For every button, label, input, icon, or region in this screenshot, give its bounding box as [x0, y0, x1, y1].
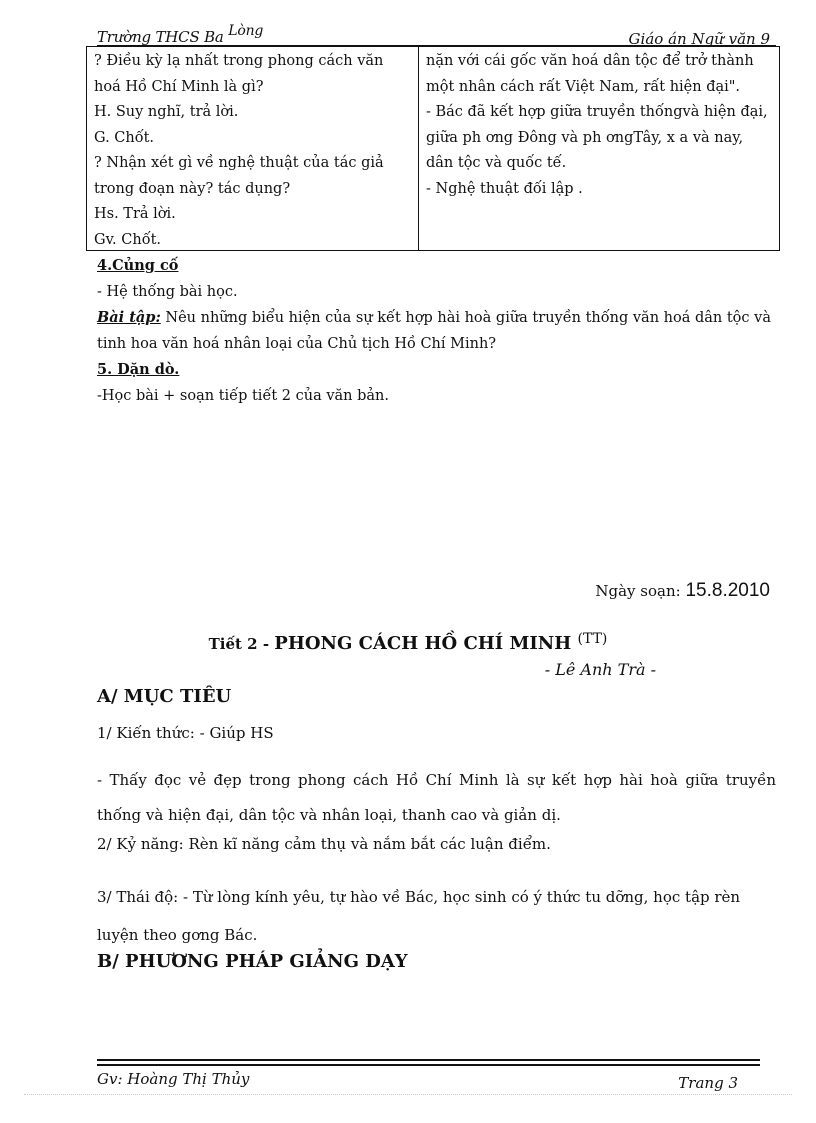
exercise-label: Bài tập:: [97, 309, 161, 326]
prep-date: [595, 580, 770, 602]
method-heading: B/ PHƯƠNG PHÁP GIẢNG DẠY: [97, 951, 408, 972]
homework-line: -Học bài + soạn tiếp tiết 2 của văn bản.: [97, 388, 390, 404]
skill-text: Rèn kĩ năng cảm thụ và nắm bắt các luận điểm.: [183, 835, 551, 853]
table-right-line: - Nghệ thuật đối lập .: [426, 180, 583, 197]
table-left-line: H. Suy nghĩ, trả lời.: [94, 104, 239, 120]
prep-date-label: Ngày soạn:: [595, 582, 686, 600]
skill-line: [97, 835, 776, 853]
exercise-paragraph: [97, 305, 776, 357]
table-left-line: Gv. Chốt.: [94, 231, 162, 248]
header-school-suffix: Lòng: [228, 23, 264, 39]
exercise-text: Nêu những biểu hiện của sự kết hợp hài hoà giữa truyền thống văn hoá dân tộc và tinh hoa văn hoá nhân loại của Chủ tịch Hồ Chí Minh?: [97, 310, 771, 352]
table-right-column: [419, 47, 779, 250]
table-left-line: hoá Hồ Chí Minh là gì?: [94, 78, 264, 95]
lesson-author: - Lê Anh Trà -: [544, 660, 656, 679]
table-left-line: ? Điều kỳ lạ nhất trong phong cách văn: [94, 53, 384, 69]
table-left-line: ? Nhận xét gì về nghệ thuật của tác giả: [94, 155, 384, 171]
activity-table: [86, 46, 780, 251]
table-right-line: giữa ph ơng Đông và ph ơngTây, x a và nay,: [426, 129, 744, 146]
footer-rule: [97, 1064, 760, 1066]
page-edge-dotted-line: [24, 1094, 792, 1095]
footer-teacher: Gv: Hoàng Thị Thủy: [97, 1070, 250, 1088]
knowledge-label: 1/ Kiến thức:: [97, 724, 195, 742]
homework-heading: 5. Dặn dò.: [97, 361, 180, 378]
lesson-number: Tiết 2 -: [208, 635, 275, 653]
footer-rule: [97, 1059, 760, 1061]
table-left-line: Hs. Trả lời.: [94, 206, 176, 222]
table-left-column: [87, 47, 419, 250]
objectives-heading: A/ MỤC TIÊU: [97, 686, 232, 707]
knowledge-detail: - Thấy đọc vẻ đẹp trong phong cách Hồ Chí Minh là sự kết hợp hài hoà giữa truyền thống và hiện đại, dân tộc và nhân loại, thanh cao và giản dị.: [97, 771, 776, 824]
header-school-name: Trường THCS Ba: [97, 28, 224, 46]
lesson-title: [0, 632, 816, 654]
table-right-line: nặn với cái gốc văn hoá dân tộc để trở thành: [426, 53, 754, 69]
header-subject: Giáo án Ngữ văn 9: [628, 30, 770, 48]
attitude-label: 3/ Thái độ:: [97, 888, 179, 906]
knowledge-line: [97, 724, 776, 742]
footer-page-number: Trang 3: [678, 1074, 738, 1092]
consolidation-section: [97, 253, 776, 409]
consolidation-heading: 4.Củng cố: [97, 257, 179, 274]
attitude-text: - Từ lòng kính yêu, tự hào về Bác, học sinh có ý thức tu dỡng, học tập rèn luyện theo gơng Bác.: [97, 888, 741, 944]
skill-label: 2/ Kỷ năng:: [97, 835, 184, 853]
consolidation-line: - Hệ thống bài học.: [97, 284, 238, 300]
lesson-name: PHONG CÁCH HỒ CHÍ MINH: [274, 633, 578, 654]
table-left-line: G. Chốt.: [94, 129, 155, 146]
attitude-line: [97, 878, 776, 954]
table-left-line: trong đoạn này? tác dụng?: [94, 180, 291, 197]
prep-date-value: 15.8.2010: [685, 580, 770, 601]
table-right-line: - Bác đã kết hợp giữa truyền thốngvà hiện đại,: [426, 104, 768, 120]
table-right-line: một nhân cách rất Việt Nam, rất hiện đại".: [426, 78, 741, 95]
lesson-continued: (TT): [577, 631, 608, 647]
knowledge-text: - Giúp HS: [194, 724, 274, 742]
table-right-line: dân tộc và quốc tế.: [426, 155, 567, 171]
header-school: [97, 23, 264, 46]
